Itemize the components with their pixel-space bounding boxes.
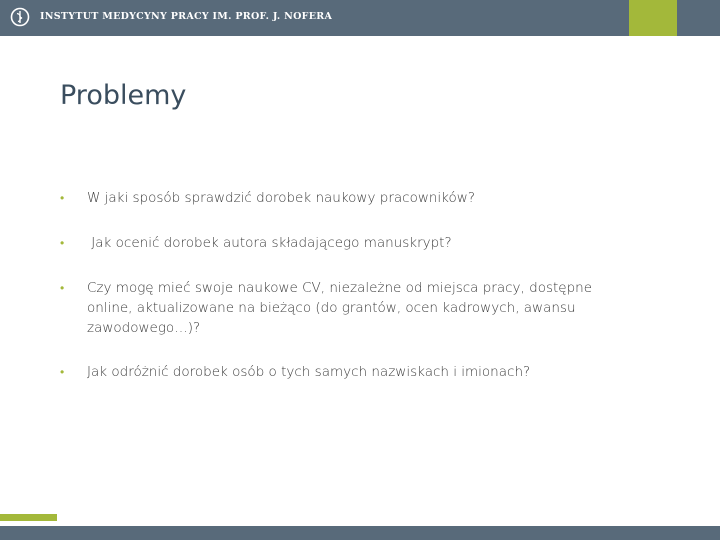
- header-end-block: [680, 0, 720, 36]
- institute-logo-icon: [10, 7, 30, 27]
- bullet-text: W jaki sposób sprawdzić dorobek naukowy pracowników?: [87, 190, 475, 206]
- institute-name: INSTYTUT MEDYCYNY PRACY IM. PROF. J. NOFERA: [40, 11, 333, 22]
- bullet-item: [60, 188, 620, 208]
- bullet-item: [60, 362, 620, 382]
- header-accent-block: [629, 0, 677, 36]
- bullet-list: [60, 188, 620, 382]
- bullet-item: [60, 233, 620, 253]
- footer-accent-bar: [0, 514, 57, 521]
- slide-title: Problemy: [60, 80, 187, 111]
- bullet-text: Jak odróżnić dorobek osób o tych samych nazwiskach i imionach?: [87, 364, 531, 380]
- bullet-dot-icon: •: [60, 191, 65, 205]
- bullet-text: Jak ocenić dorobek autora składającego manuskrypt?: [87, 235, 452, 251]
- footer-bar: [0, 526, 720, 540]
- header-bar: [0, 0, 720, 36]
- bullet-dot-icon: •: [60, 236, 65, 250]
- bullet-item: [60, 278, 620, 338]
- bullet-dot-icon: •: [60, 365, 65, 379]
- bullet-dot-icon: •: [60, 281, 65, 295]
- bullet-text: Czy mogę mieć swoje naukowe CV, niezależne od miejsca pracy, dostępne online, aktualizowane na bieżąco (do grantów, ocen kadrowych, awansu zawodowego…)?: [87, 280, 593, 336]
